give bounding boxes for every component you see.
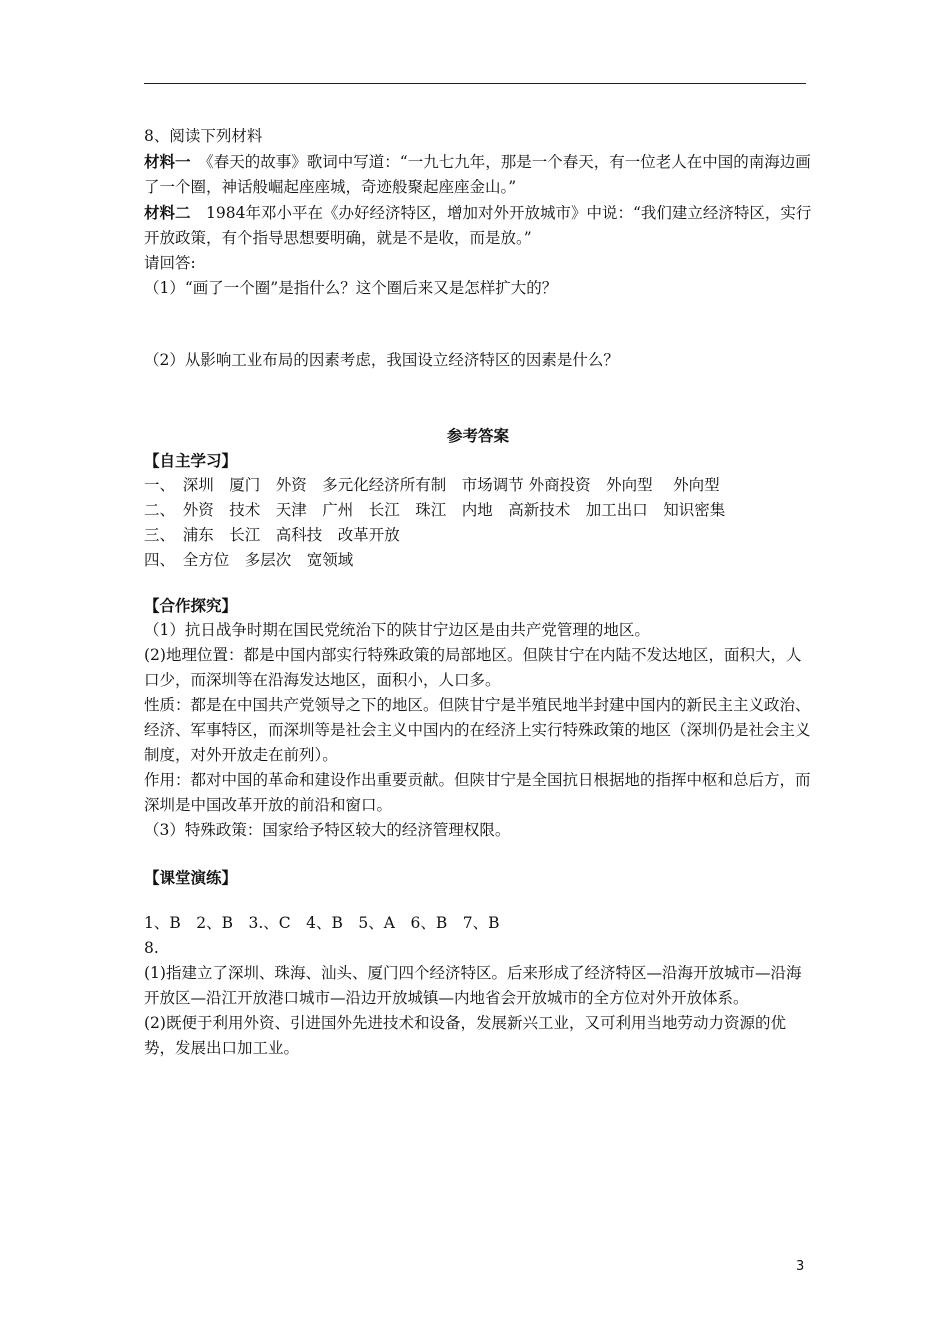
self-study-heading: 【自主学习】 [144,451,238,470]
cooperation-line: （3）特殊政策：国家给予特区较大的经济管理权限。 [144,821,511,839]
practice-q8-label: 8. [144,939,159,957]
answer-prompt: 请回答: [144,254,196,272]
cooperation-line: (2)地理位置：都是中国内部实行特殊政策的局部地区。但陕甘宁在内陆不发达地区，面积大，人口少，而深圳等在沿海发达地区，面积小，人口多。 [144,646,802,689]
practice-heading: 【课堂演练】 [144,868,238,887]
header-rule [144,83,806,84]
question-number: 8、阅读下列材料 [144,127,263,145]
material-one [144,149,812,200]
self-study-line: 二、 外资 技术 天津 广州 长江 珠江 内地 高新技术 加工出口 知识密集 [144,501,726,519]
cooperation-line: 性质：都是在中国共产党领导之下的地区。但陕甘宁是半殖民地半封建中国内的新民主主义政治、经济、军事特区，而深圳等是社会主义中国内的在经济上实行特殊政策的地区（深圳仍是社会主义制度，对外开放走在前列）。 [144,696,811,764]
question-2: （2）从影响工业布局的因素考虑，我国设立经济特区的因素是什么？ [144,351,619,369]
material-two [144,200,812,251]
question-1: （1）“画了一个圈”是指什么？这个圈后来又是怎样扩大的？ [144,279,558,297]
document-body [144,124,812,1061]
cooperation-line: （1）抗日战争时期在国民党统治下的陕甘宁边区是由共产党管理的地区。 [144,621,650,639]
answers-title: 参考答案 [446,426,509,445]
material-one-label: 材料一 [144,152,191,171]
material-two-label: 材料二 [144,203,191,222]
page-number: 3 [796,1259,805,1274]
self-study-line: 三、 浦东 长江 高科技 改革开放 [144,526,400,544]
practice-q8-line: (1)指建立了深圳、珠海、汕头、厦门四个经济特区。后来形成了经济特区—沿海开放城市—沿海开放区—沿江开放港口城市—沿边开放城镇—内地省会开放城市的全方位对外开放体系。 [144,964,802,1007]
material-one-text: 《春天的故事》歌词中写道：“一九七九年，那是一个春天，有一位老人在中国的南海边画了一个圈，神话般崛起座座城，奇迹般聚起座座金山。” [144,153,811,196]
practice-q8-line: (2)既便于利用外资、引进国外先进技术和设备，发展新兴工业，又可利用当地劳动力资源的优势，发展出口加工业。 [144,1014,786,1057]
practice-choices: 1、B 2、B 3.、C 4、B 5、A 6、B 7、B [144,914,500,932]
cooperation-heading: 【合作探究】 [144,596,238,615]
self-study-line: 四、 全方位 多层次 宽领域 [144,551,354,569]
cooperation-line: 作用：都对中国的革命和建设作出重要贡献。但陕甘宁是全国抗日根据地的指挥中枢和总后方，而深圳是中国改革开放的前沿和窗口。 [144,771,811,814]
material-two-text: 1984年邓小平在《办好经济特区，增加对外开放城市》中说：“我们建立经济特区，实行开放政策，有个指导思想要明确，就是不是收，而是放。” [144,204,812,247]
self-study-line: 一、 深圳 厦门 外资 多元化经济所有制 市场调节 外商投资 外向型 外向型 [144,476,720,494]
